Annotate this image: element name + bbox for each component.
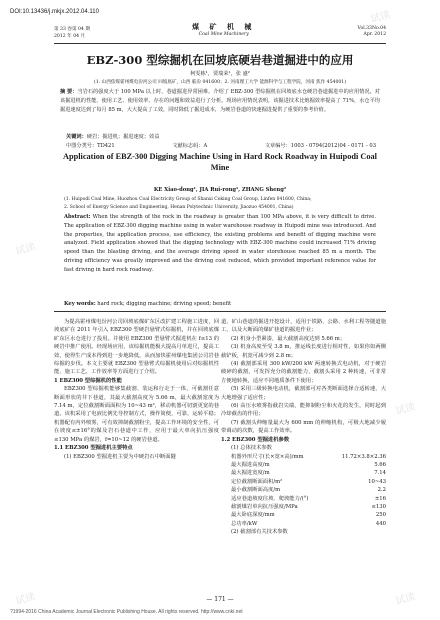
authors-en: KE Xiao-dong¹, JIA Rui-rong¹, ZHANG Sheng²	[153, 187, 287, 193]
section-1-2-heading: 1.2 EBZ300 型掘进机参数	[221, 436, 290, 443]
spec-row	[221, 511, 386, 519]
body-column-right	[221, 318, 386, 537]
spec-list	[221, 453, 386, 529]
title-cn: EBZ-300 型综掘机在回坡底硬岩巷道掘进中的应用	[86, 53, 354, 67]
spec-label: 定位截割断面面积/m²	[231, 478, 283, 485]
article-number: 文章编号：1003 - 0794(2012)04 - 0171 - 03	[264, 143, 376, 149]
feature-1-start: (1) EBZ300 型掘进机主要为中硬岩石中断面隧	[64, 453, 176, 460]
section-1-paragraph: EBZ300 型综掘机能够集截割、装运和行走于一体，可截割任意断面形状的井下巷道，其最大截割高度为 5.66 m，最大截割宽度为 7.14 m，定位截割断面面积为 10~43 m²，移动机器可切割更宽的巷道。该机采用了电液比例先导控制方式，操作简便，可靠，运转平稳；机器配有内外喷雾，可有效抑制截割粉尘，提高工作环境的安全性，可在坡度≤±16°的煤及岩石巷道中工作，应用于最大单向抗压强度≤130 MPa 的煤岩，f=10~12 的硬岩巷道。	[54, 386, 219, 443]
page-number: — 171 —	[206, 596, 234, 603]
spec-row	[221, 461, 386, 469]
spec-value: 2.2	[377, 487, 386, 494]
feature-1-end: 道、矿山巷道的掘进开挖设计，适用于铁路、公路、水利工程等隧道施工，以及大断面的煤矿巷道的掘进作业；	[221, 319, 386, 334]
spec-label: 最大卧底深度/mm	[231, 512, 275, 519]
clc-number: 中图分类号：TD421	[66, 143, 115, 149]
abstract-en-text: When the strength of the rock in the roadway is greater than 100 MPa above, it is very difficult to drive. The application of EBZ-300 digging machine using in water warehouse roadway in Huipodi mine was introduced. And the properties, the application process, use efficiency, the existing problems and benefit of digging machine were analyzed. Field application showed that the digging technology with EBZ-300 machine could increased 71% driving speed than the blasting driving, and the average driving speed in water storehouse reached 85 m a month. The driving efficiency was greatly improved and the driving cost reduced, which provided important reference value for fast driving in hard rock roadway.	[64, 214, 376, 273]
spec-label: 最大掘进高度/m	[231, 461, 270, 468]
keywords-cn-label: 关键词：	[66, 134, 87, 140]
document-code: 文献标志码：A	[172, 143, 208, 149]
watermark-5: 试读	[394, 591, 417, 608]
spec-label: 截割煤岩单向抗压强度/MPa	[231, 503, 298, 510]
abstract-en-label: Abstract:	[64, 214, 91, 220]
spec-row	[221, 453, 386, 461]
issue-date: 2012 年 04 月	[54, 34, 86, 39]
abstract-cn-text: 当岩石的强度大于 100 MPa 以上时，巷道掘进异常困难。介绍了 EBZ-300 型综掘机在回坡底水仓硬岩巷道掘进中的应用情况，对该掘进机的性能、使用工艺、使用效率、存在的问题和效益进行了分析。现场应用情况表明，该掘进技术比炮掘效率提高了 71%，水仓平均掘进速度达到了每月 85 m，大大提高了工效，同时降低了掘进成本，为硬岩巷道的快速掘进提供了重要的参考价值。	[60, 89, 380, 113]
keywords-cn-text: 硬岩；掘进机；掘进速度；效益	[86, 134, 160, 140]
intro-paragraph: 为提高霍州煤电汾河公司回坡底煤矿东区改扩建工程施工进度，回坡底矿在 2011 年引入 EBZ300 型硬岩悬臂式综掘机，并在回坡底煤矿东区水仓进行了投用。并使用 EBZ300 型悬臂式掘进机在 f≤13 的硬岩中推广使用。经现场应用，该综掘机能极大提高月单进尺，提高工效，使得生产成本得到进一步地降低，从而加快霍州煤电集团公司岩巷综掘的步伐。本文主要就 EBZ300 型悬臂式综掘机使用后对综掘机性能、施工工艺、工作效率等方面进行了介绍。	[54, 319, 219, 376]
spec-row	[221, 469, 386, 477]
section-1-1-heading: 1.1 EBZ300 型掘进机主要特点	[54, 445, 133, 452]
watermark-4: 试读	[14, 591, 37, 608]
spec-value: 11.72×3.8×2.36	[341, 453, 386, 460]
classification-line	[66, 142, 376, 149]
body-column-left	[54, 318, 219, 461]
feature-5: (5) 采用三级转换电动机，截割部可对各类断面选择合适转速，大大地增强了适应性；	[221, 386, 386, 401]
abstract-en	[64, 213, 376, 275]
spec-label: 总功率/kW	[231, 520, 258, 527]
spec-value: 250	[375, 512, 386, 519]
authors-cn: 柯雯栋¹，贾瑞荣¹，张 盛²	[190, 71, 250, 77]
spec-label: 机器外形尺寸(长×宽×高)/mm	[231, 453, 304, 460]
spec-value: ±16	[374, 495, 386, 502]
spec-value: ≤130	[371, 503, 386, 510]
spec-value: 10~43	[368, 478, 386, 485]
date-en: Apr. 2012	[363, 32, 386, 37]
keywords-en-label: Key words:	[64, 301, 96, 307]
spec-row	[221, 478, 386, 486]
spec-row	[221, 486, 386, 494]
abstract-cn	[60, 88, 380, 114]
spec-value: 5.66	[374, 461, 386, 468]
feature-2: (2) 机身小型紧凑，最大截割高度达到 5.66 m；	[231, 335, 346, 342]
journal-name	[192, 22, 255, 43]
affiliation-en-1: (1. Huipodi Coal Mine, Huozhou Coal Electricity Group of Shanxi Coking Coal Group, Linfen 041600, China;	[64, 197, 312, 202]
watermark-3: 试读	[394, 401, 417, 418]
header-divider	[54, 311, 386, 312]
watermark-2: 试读	[14, 241, 37, 258]
running-head-issue	[54, 22, 90, 43]
journal-name-cn: 煤 矿 机 械	[192, 22, 256, 31]
section-1-heading: 1 EBZ300 型综掘机的性能	[54, 377, 122, 384]
feature-7: (7) 截割头伸缩量最大为 600 mm 的伸缩机构，可极大地减少履带调动的次数，提高工作效率。	[221, 419, 386, 435]
journal-name-en: Coal Mine Machinery	[198, 32, 249, 37]
affiliation-en-2: 2. School of Energy Science and Engineering, Henan Polytechnic University, Jiaozuo 454001, China)	[64, 204, 294, 210]
feature-4: (4) 截割部采用 300 kW/200 kW 两速转换式电动机，对于硬岩破碎的截割，可发挥充分的截割能力，截割头采用 2 种转速，可非常方便地转换，适应不同地质条件下使用；	[221, 361, 386, 384]
spec-value: 440	[375, 520, 386, 527]
running-head-volume	[358, 22, 386, 43]
spec-group-2-heading: (2) 截割部有关技术参数	[231, 529, 288, 536]
abstract-cn-label: 摘 要：	[60, 89, 78, 95]
keywords-cn	[66, 133, 376, 140]
keywords-en-text: hard rock; digging machine; driving speed; benefit	[97, 301, 232, 307]
spec-label: 最小截割断面高度/m	[231, 487, 281, 494]
spec-row	[221, 495, 386, 503]
title-en: Application of EBZ-300 Digging Machine Using in Hard Rock Roadway in Huipodi Coal Mine	[63, 152, 377, 172]
affiliation-cn: (1. 山西焦煤霍州煤电汾河公司 回坡底矿，山西 临汾 041600；2. 河南理工大学 能源科学与工程学院，河南 焦作 454001)	[93, 80, 347, 85]
affiliation-en	[64, 196, 376, 211]
keywords-en	[64, 301, 376, 307]
running-head	[54, 22, 386, 44]
doi: DOI:10.13436/j.mkjx.2012.04.110	[10, 9, 99, 15]
volume-en: Vol.33No.04	[357, 26, 386, 31]
spec-row	[221, 520, 386, 528]
spec-group-heading: (1) 总体技术参数	[231, 445, 272, 452]
volume-issue: 第 33 卷第 04 期	[54, 27, 90, 32]
watermark-1: 试读	[369, 9, 392, 26]
spec-value: 7.14	[374, 470, 386, 477]
feature-3: (3) 机身高度至受 3.8 m，推运线长度进行相对性，如果你如两侧截铲板，机宽可减少到 2.8 m；	[221, 344, 386, 359]
spec-label: 适应巷道坡度往坡、爬坡能力/(°)	[231, 495, 309, 502]
copyright-footer: ?1994-2016 China Academic Journal Electronic Publishing House. All rights reserved. http://www.cnki.net	[10, 609, 243, 615]
spec-row	[221, 503, 386, 511]
spec-label: 最大掘进宽度/m	[231, 470, 270, 477]
feature-6: (6) 高压水喷雾指截岩尖端，能抑制粉尘和火花的发生，同时起到冷却截齿的作用；	[221, 403, 386, 418]
